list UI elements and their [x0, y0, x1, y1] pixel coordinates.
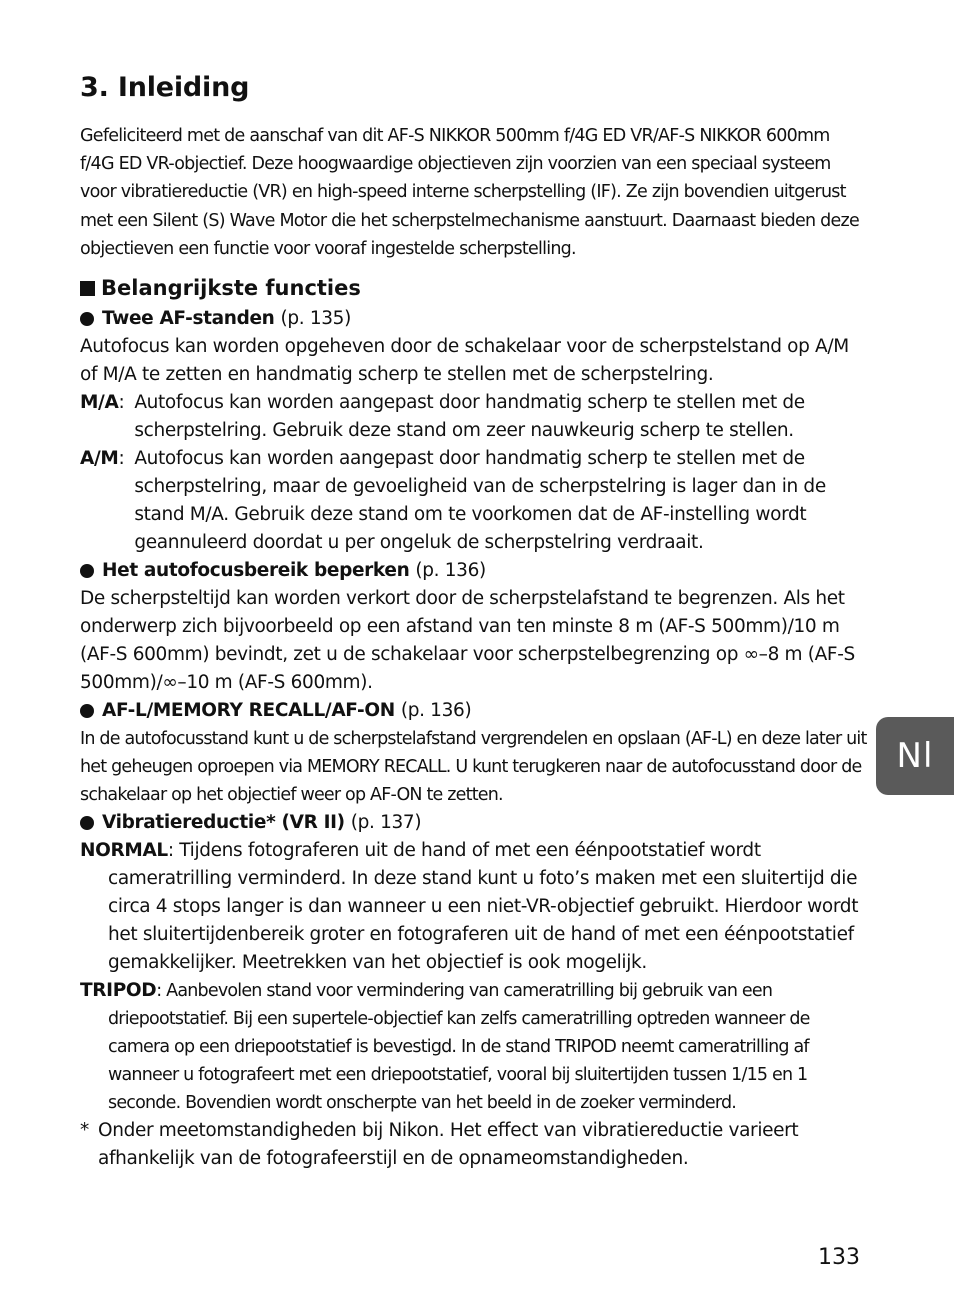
bullet-icon: [80, 564, 94, 578]
feature-vibration-reduction: [80, 809, 870, 1173]
definition-colon: :: [118, 448, 125, 470]
feature-heading: [80, 305, 870, 333]
feature-title: Vibratiereductie* (VR II): [102, 812, 345, 834]
feature-heading: [80, 557, 870, 585]
feature-heading: [80, 809, 870, 837]
feature-text: In de autofocusstand kunt u de scherpstelafstand vergrendelen en opslaan (AF-L) en deze later uit het geheugen oproepen via MEMORY RECALL. U kunt terugkeren naar de autofocusstand door de schakelaar op het objectief weer op AF-ON te zetten.: [80, 729, 867, 806]
definition-text: Autofocus kan worden aangepast door handmatig scherp te stellen met de scherpstelring, maar de gevoeligheid van de scherpstelring is lager dan in de stand M/A. Gebruik deze stand om te voorkomen dat de AF-instelling wordt geannuleerd doordat u per ongeluk de scherpstelring verdraait.: [134, 448, 826, 554]
definition-text: Autofocus kan worden aangepast door handmatig scherp te stellen met de scherpstelring. Gebruik deze stand om zeer nauwkeurig scherp te stellen.: [134, 392, 805, 442]
footnote-text: Onder meetomstandigheden bij Nikon. Het effect van vibratiereductie varieert afhankelijk van de fotografeerstijl en de opnameomstandigheden.: [98, 1120, 799, 1170]
page-title: 3. Inleiding: [80, 72, 250, 103]
page-reference: (p. 136): [415, 560, 486, 582]
footnote-mark: *: [80, 1120, 89, 1142]
definition-term: M/A: [80, 392, 119, 414]
section-heading-text: Belangrijkste functies: [101, 276, 361, 301]
page-reference: (p. 136): [400, 700, 472, 722]
mode-text: : Aanbevolen stand voor vermindering van cameratrilling bij gebruik van een driepootstatief. Bij een supertele-objectief kan zelfs cameratrilling optreden wanneer de camera op een driepootstatief is bevestigd. In de stand TRIPOD neemt cameratrilling af wanneer u fotografeert met een driepootstatief, vooral bij sluitertijden tussen 1/15 en 1 seconde. Bovendien wordt onscherpte van het beeld in de zoeker verminderd.: [108, 981, 810, 1114]
mode-normal: [80, 837, 870, 977]
mode-term: TRIPOD: [80, 980, 157, 1002]
definition-term: A/M: [80, 448, 119, 470]
feature-af-range: [80, 557, 870, 697]
section-heading: [80, 271, 870, 305]
feature-title: Twee AF-standen: [102, 308, 275, 330]
square-bullet-icon: [80, 281, 95, 296]
feature-title: Het autofocusbereik beperken: [102, 560, 410, 582]
bullet-icon: [80, 704, 94, 718]
feature-text: De scherpsteltijd kan worden verkort door de scherpstelafstand te begrenzen. Als het onderwerp zich bijvoorbeeld op een afstand van ten minste 8 m (AF-S 500mm)/10 m (AF-S 600mm) bevindt, zet u de schakelaar voor scherpstelbegrenzing op ∞–8 m (AF-S 500mm)/∞–10 m (AF-S 600mm).: [80, 588, 855, 694]
bullet-icon: [80, 816, 94, 830]
feature-memory-recall: [80, 697, 870, 809]
footnote: [80, 1117, 870, 1173]
definition-ma: [80, 389, 870, 445]
page-content: [80, 66, 870, 1173]
feature-title: AF-L/MEMORY RECALL/AF-ON: [102, 700, 395, 722]
definition-colon: :: [118, 392, 125, 414]
mode-tripod: [80, 977, 870, 1117]
intro-paragraph: Gefeliciteerd met de aanschaf van dit AF-S NIKKOR 500mm f/4G ED VR/AF-S NIKKOR 600mm f/4G ED VR-objectief. Deze hoogwaardige objectieven zijn voorzien van een speciaal systeem voor vibratiereductie (VR) en high-speed interne scherpstelling (IF). Ze zijn bovendien uitgerust met een Silent (S) Wave Motor die het scherpstelmechanisme aanstuurt. Daarnaast bieden deze objectieven een functie voor vooraf ingestelde scherpstelling.: [80, 126, 859, 259]
feature-heading: [80, 697, 870, 725]
page-number: 133: [818, 1245, 860, 1270]
feature-af-modes: [80, 305, 870, 557]
page-reference: (p. 135): [280, 308, 351, 330]
page-reference: (p. 137): [350, 812, 422, 834]
feature-text: Autofocus kan worden opgeheven door de schakelaar voor de scherpstelstand op A/M of M/A te zetten en handmatig scherp te stellen met de scherpstelring.: [80, 336, 849, 386]
language-tab: Nl: [876, 717, 954, 795]
definition-am: [80, 445, 870, 557]
mode-term: NORMAL: [80, 840, 168, 862]
mode-text: : Tijdens fotograferen uit de hand of met een éénpootstatief wordt cameratrilling verminderd. In deze stand kunt u foto’s maken met een sluitertijd die circa 4 stops langer is dan wanneer u een niet-VR-objectief gebruikt. Hierdoor wordt het sluitertijdenbereik groter en fotograferen uit de hand of met een éénpootstatief gemakkelijker. Meetrekken van het objectief is ook mogelijk.: [108, 840, 859, 974]
bullet-icon: [80, 312, 94, 326]
